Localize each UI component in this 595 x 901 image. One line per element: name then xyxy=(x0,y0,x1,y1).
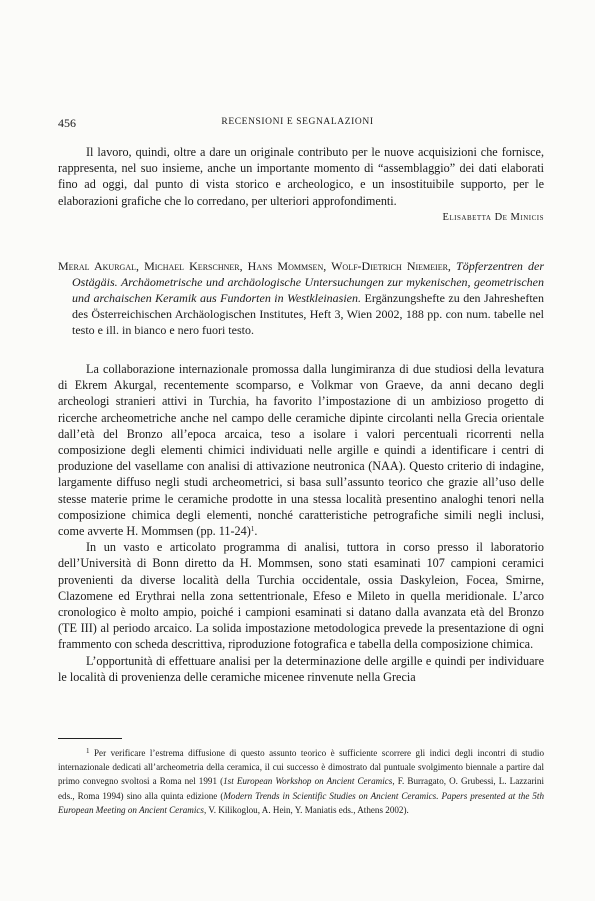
bibliographic-entry xyxy=(58,258,544,338)
page-number: 456 xyxy=(58,116,76,130)
footnote-rule xyxy=(58,738,122,739)
book-title: Töpferzentren der Ostägäis. Archäometrische und archäologische Untersuchungen zur mykenischen, geometrischen und archaischen Keramik aus Fundorten in Westkleinasien. xyxy=(72,259,544,305)
review2-paragraph-1: La collaborazione internazionale promossa dalla lungimiranza di due studiosi della levatura di Ekrem Akurgal, recentemente scomparso, e Volkmar von Graeve, da anni decano degli archeologi stranieri attivi in Turchia, ha favorito l’impostazione di un ambizioso progetto di ricerche archeometriche anche nel campo delle ceramiche dipinte circolanti nella Grecia orientale dall’età del Bronzo all’epoca arcaica, teso a isolare i valori percentuali ricorrenti nella composizione degli elementi chimici individuati nelle argille e quindi a identificare i centri di produzione del vasellame con analisi di attivazione neutronica (NAA). Questo criterio di indagine, largamente diffuso negli studi archeometrici, si basa sull’assunto teorico che grazie all’uso delle stesse materie prime le ceramiche prodotte in una stessa località presentino analoghi tenori nella composizione chimica degli elementi, nonché caratteristiche petrografiche simili negli inclusi, come avverte H. Mommsen (pp. 11-24)$^1$. xyxy=(58,362,544,539)
footnote-editors-a: , F. Burragato, O. Grubessi, L. Lazzarini eds., Roma 1994) sino alla quinta edizione ( xyxy=(58,776,544,801)
footnote xyxy=(58,746,544,817)
footnote-number: 1 xyxy=(86,747,90,755)
review1-signature: Elisabetta De Minicis xyxy=(442,212,544,223)
footnote-ref: 1 xyxy=(250,525,255,534)
review1-paragraph: Il lavoro, quindi, oltre a dare un originale contributo per le nuove acquisizioni che fornisce, rappresenta, nel suo insieme, anche un importante momento di “assemblaggio” dei dati elaborati fino ad oggi, dal punto di vista storico e archeologico, e un insostituibile supporto, per le elaborazioni grafiche che lo corredano, per ulteriori approfondimenti. xyxy=(58,145,544,208)
footnote-text-a: Per verificare l’estrema diffusione di questo assunto teorico è sufficiente scorrere gli indici degli incontri di studio internazionale dedicati all’archeometria della ceramica, il cui successo è dimostrato dal puntuale svolgimento biennale a partire dal primo convegno svoltosi a Roma nel 1991 ( xyxy=(58,748,544,787)
footnote-title-b: Modern Trends in Scientific Studies on Ancient Ceramics. Papers presented at the 5th European Meeting on Ancient Ceramics xyxy=(58,790,544,815)
paragraph-text: La collaborazione internazionale promossa dalla lungimiranza di due studiosi della levatura di Ekrem Akurgal, recentemente scomparso, e Volkmar von Graeve, da anni decano degli archeologi stranieri attivi in Turchia, ha favorito l’impostazione di un ambizioso progetto di ricerche archeometriche anche nel campo delle ceramiche dipinte circolanti nella Grecia orientale dall’età del Bronzo all’epoca arcaica, teso a isolare i valori percentuali ricorrenti nella composizione degli elementi chimici individuati nelle argille e quindi a identificare i centri di produzione del vasellame con analisi di attivazione neutronica (NAA). Questo criterio di indagine, largamente diffuso negli studi archeometrici, si basa sull’assunto teorico che grazie all’uso delle stesse materie prime le ceramiche prodotte in una stessa località presentino analoghi tenori nella composizione chimica degli elementi, nonché caratteristiche petrografiche simili negli inclusi, come avverte H. Mommsen (pp. 11-24) xyxy=(58,362,544,539)
review2-paragraph-3: L’opportunità di effettuare analisi per la determinazione delle argille e quindi per individuare le località di provenienza delle ceramiche micenee rinvenute nella Grecia xyxy=(58,653,544,684)
review1-body xyxy=(58,144,544,209)
book-authors: Meral Akurgal, Michael Kerschner, Hans Mommsen, Wolf-Dietrich Niemeier, xyxy=(58,259,451,273)
running-title: RECENSIONI E SEGNALAZIONI xyxy=(221,117,374,127)
footnote-editors-b: , V. Kilikoglou, A. Hein, Y. Maniatis eds., Athens 2002). xyxy=(203,804,409,815)
review2-paragraph-2: In un vasto e articolato programma di analisi, tuttora in corso presso il laboratorio dell’Università di Bonn diretto da H. Mommsen, sono stati esaminati 107 campioni ceramici provenienti da diverse località della Turchia occidentale, ossia Daskyleion, Focea, Smirne, Clazomene ed Erythrai nella zona settentrionale, Efeso e Mileto in quella meridionale. L’arco cronologico è molto ampio, poiché i campioni esaminati si datano dalla avanzata età del Bronzo (TE III) al periodo arcaico. La solida impostazione metodologica prevede la presentazione di ogni frammento con scheda descrittiva, riproduzione fotografica e tabella della composizione chimica. xyxy=(58,540,544,652)
book-details: Ergänzungshefte zu den Jahresheften des Österreichischen Archäologischen Institutes, Heft 3, Wien 2002, 188 pp. con num. tabelle nel testo e ill. in bianco e nero fuori testo. xyxy=(72,291,544,337)
review2-body xyxy=(58,361,544,685)
footnote-title-a: 1st European Workshop on Ancient Ceramics xyxy=(223,776,393,787)
